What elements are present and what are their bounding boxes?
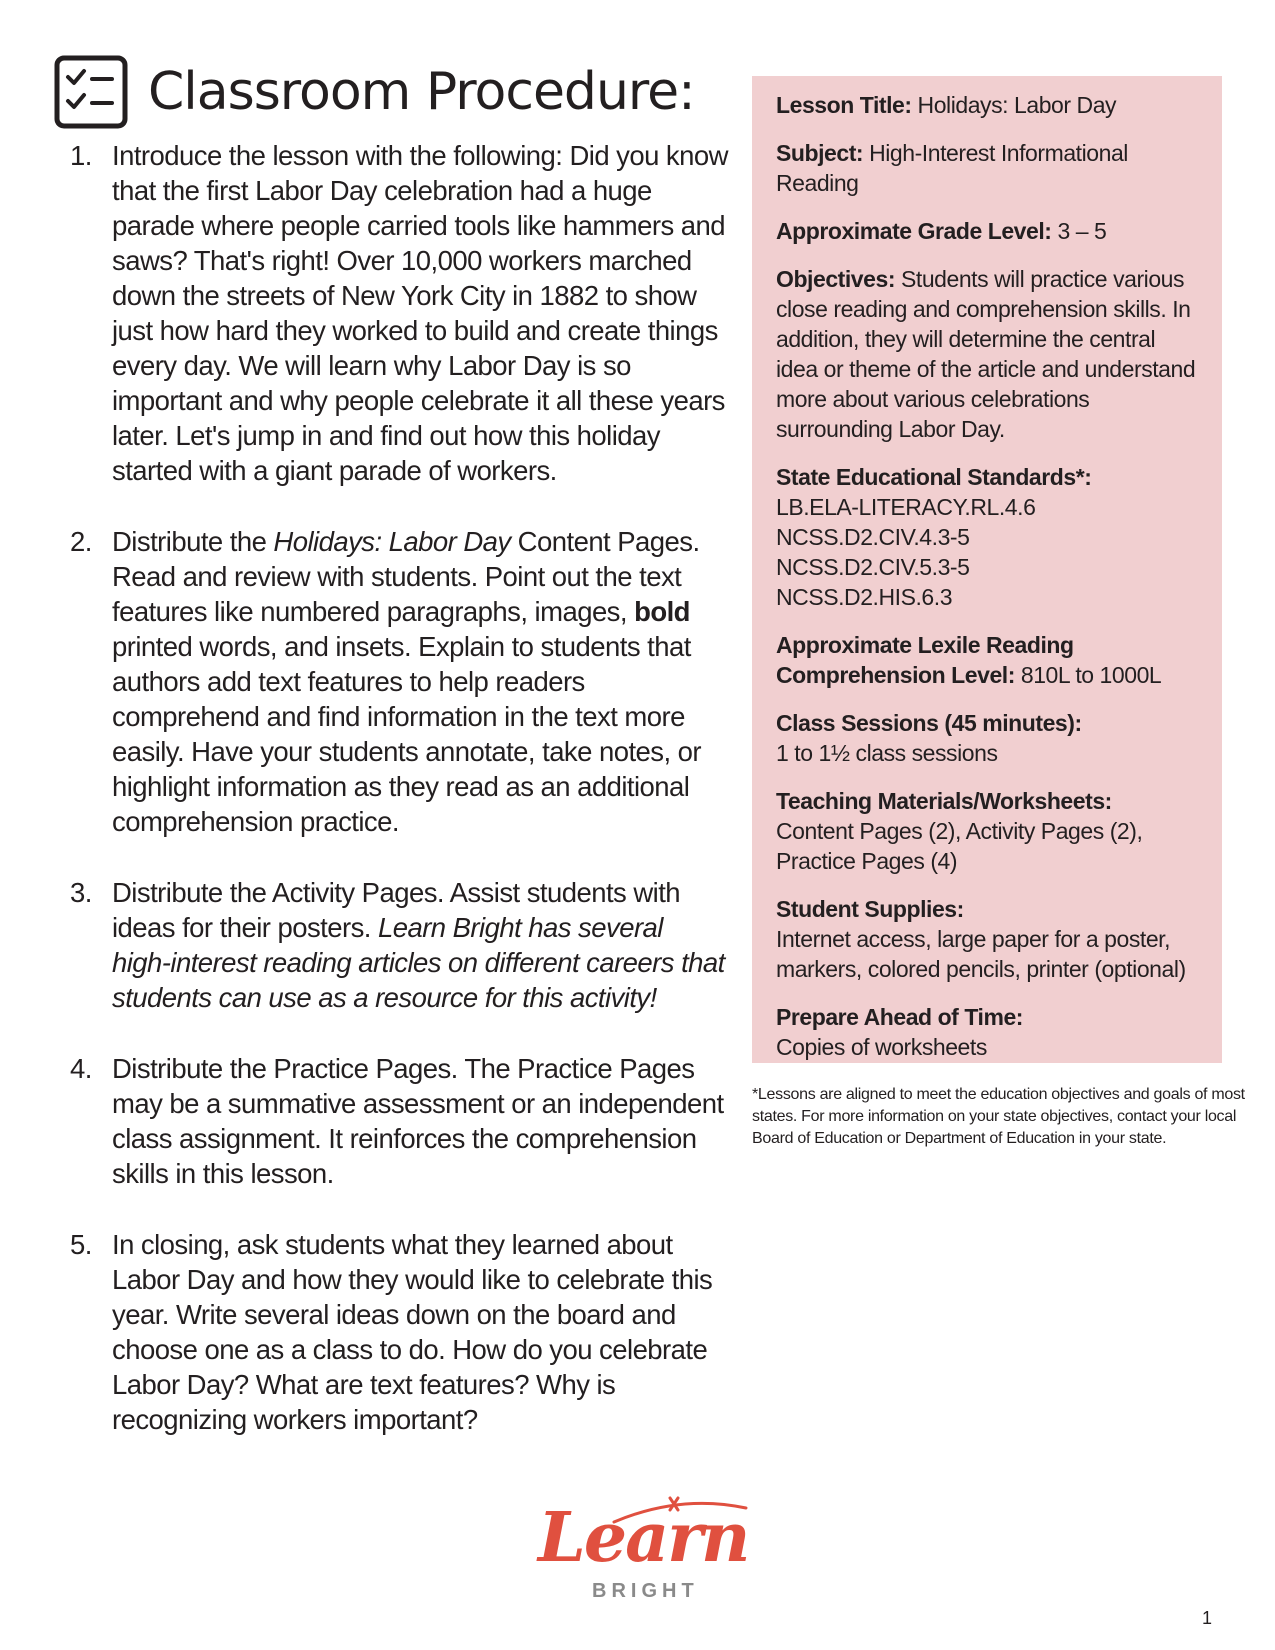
step-number: 1. [70,140,92,171]
step-text [112,875,728,1015]
grade-level-block [776,216,1202,246]
step-text [112,524,728,839]
page-title: Classroom Procedure: [148,62,695,122]
step-text-bold: bold [634,596,690,627]
step-text-part: Content Pages. Read and review with students. Point out the text features like numbered paragraphs, images, [112,526,700,627]
info-value: High-Interest Informational Reading [776,140,1128,196]
step-number: 4. [70,1053,92,1084]
page-header [54,52,695,132]
materials-block [776,786,1202,876]
step-text-part: Distribute the Activity Pages. Assist students with ideas for their posters. [112,877,681,943]
logo-subtitle: BRIGHT [592,1580,699,1602]
procedure-step [70,1051,728,1191]
info-label: Prepare Ahead of Time: [776,1004,1024,1030]
step-text-part: Distribute the [112,526,274,557]
supplies-block [776,894,1202,984]
sessions-block [776,708,1202,768]
subject-block [776,138,1202,198]
step-number: 3. [70,877,92,908]
standards-footnote: *Lessons are aligned to meet the education objectives and goals of most states. For more information on your state objectives, contact your local Board of Education or Department of Education in your state. [752,1086,1245,1147]
info-label: Approximate Lexile Reading Comprehension Level: [776,632,1074,688]
info-label: Subject: [776,140,864,166]
objectives-block [776,264,1202,444]
standard-item: NCSS.D2.HIS.6.3 [776,584,953,610]
step-text: Introduce the lesson with the following: Did you know that the first Labor Day celebration had a huge parade where people carried tools like hammers and saws? That's right! Over 10,000 workers marched down the streets of New York City in 1882 to show just how hard they worked to build and create things every day. We will learn why Labor Day is so important and why people celebrate it all these years later. Let's jump in and find out how this holiday started with a giant parade of workers. [112,140,728,486]
step-text-italic: Holidays: Labor Day [273,526,511,557]
logo-word: Learn [538,1498,749,1578]
info-value: 810L to 1000L [1014,662,1162,688]
standard-item: NCSS.D2.CIV.5.3-5 [776,554,970,580]
procedure-list [70,138,728,1473]
info-value: Holidays: Labor Day [911,92,1117,118]
info-label: Teaching Materials/Worksheets: [776,788,1112,814]
procedure-step [70,875,728,1015]
learn-bright-logo [530,1498,750,1602]
info-label: Objectives: [776,266,896,292]
step-text-italic: Learn Bright has several high-interest reading articles on different careers that students can use as a resource for this activity! [112,912,725,1013]
procedure-step [70,138,728,488]
standard-item: LB.ELA-LITERACY.RL.4.6 [776,494,1036,520]
step-number: 2. [70,526,92,557]
info-value: 1 to 1½ class sessions [776,740,998,766]
procedure-step [70,524,728,839]
checklist-icon [54,55,128,129]
info-value: Internet access, large paper for a poster, markers, colored pencils, printer (optional) [776,926,1186,982]
standards-block [776,462,1202,612]
step-text: Distribute the Practice Pages. The Practice Pages may be a summative assessment or an independent class assignment. It reinforces the comprehension skills in this lesson. [112,1053,724,1189]
procedure-step [70,1227,728,1437]
info-value: Content Pages (2), Activity Pages (2), Practice Pages (4) [776,818,1143,874]
prepare-block [776,1002,1202,1062]
info-value: Copies of worksheets [776,1034,987,1060]
page-number: 1 [1202,1608,1213,1628]
step-text-part: printed words, and insets. Explain to students that authors add text features to help readers comprehend and find information in the text more easily. Have your students annotate, take notes, or highlight information as they read as an additional comprehension practice. [112,631,702,837]
lesson-title-block [776,90,1202,120]
info-label: Lesson Title: [776,92,912,118]
lesson-info-panel [752,76,1222,1063]
info-value: Students will practice various close reading and comprehension skills. In addition, they will determine the central idea or theme of the article and understand more about various celebrations surrounding Labor Day. [776,266,1196,442]
lexile-block [776,630,1202,690]
standard-item: NCSS.D2.CIV.4.3-5 [776,524,970,550]
info-label: Approximate Grade Level: [776,218,1052,244]
info-label: Student Supplies: [776,896,964,922]
step-text: In closing, ask students what they learned about Labor Day and how they would like to celebrate this year. Write several ideas down on the board and choose one as a class to do. How do you celebrate Labor Day? What are text features? Why is recognizing workers important? [112,1229,713,1435]
step-number: 5. [70,1229,92,1260]
info-label: State Educational Standards*: [776,464,1092,490]
info-label: Class Sessions (45 minutes): [776,710,1082,736]
info-value: 3 – 5 [1051,218,1107,244]
